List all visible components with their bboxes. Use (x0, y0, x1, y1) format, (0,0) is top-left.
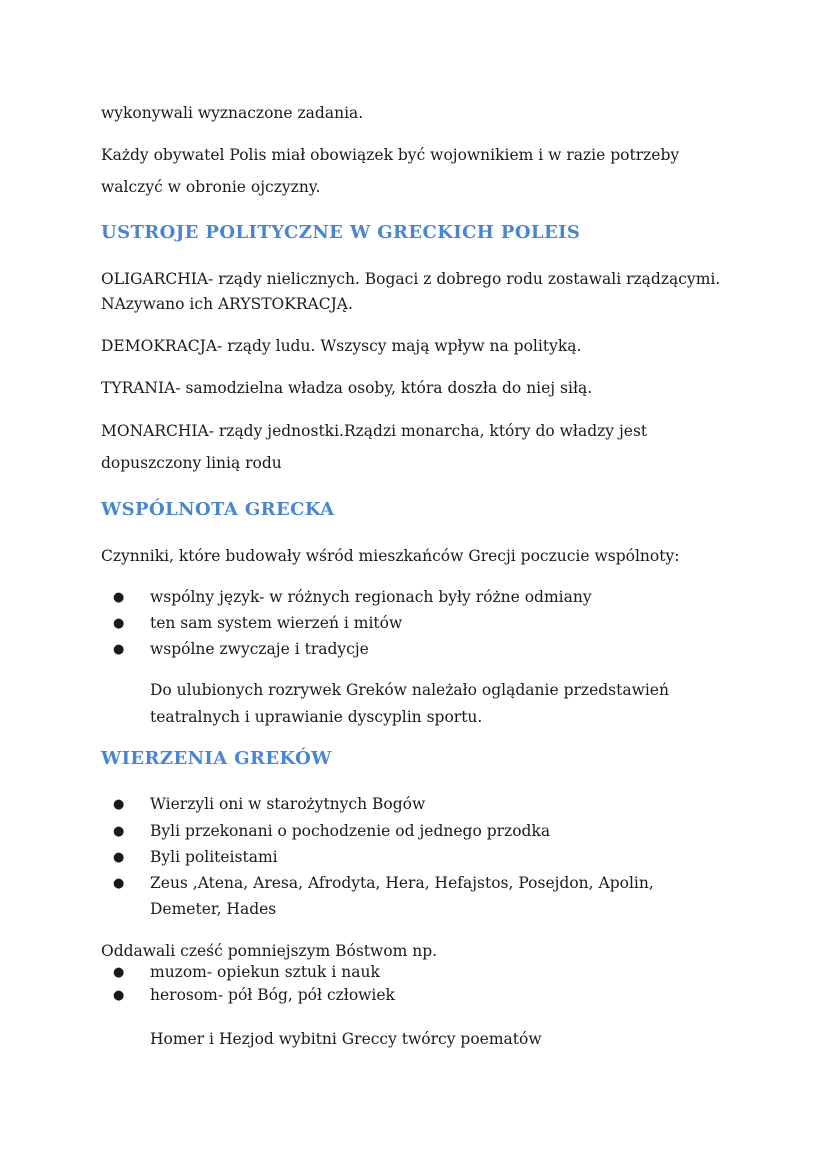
paragraph-wspolnota-intro: Czynniki, które budowały wśród mieszkańców Grecji poczucie wspólnoty: (101, 547, 680, 565)
list-item-text: wspólny język- w różnych regionach były różne odmiany (150, 588, 592, 606)
bullet-icon: ● (113, 590, 125, 605)
list-item-text: Zeus ,Atena, Aresa, Afrodyta, Hera, Hefajstos, Posejdon, Apolin, (150, 874, 654, 892)
closing-note: Homer i Hezjod wybitni Greccy twórcy poematów (150, 1030, 542, 1048)
list-item-text: muzom- opiekun sztuk i nauk (150, 963, 380, 981)
indented-note: Do ulubionych rozrywek Greków należało oglądanie przedstawień (150, 681, 669, 699)
bullet-icon: ● (113, 850, 125, 865)
paragraph-oligarchia-cont: NAzywano ich ARYSTOKRACJĄ. (101, 295, 353, 313)
list-item-text: wspólne zwyczaje i tradycje (150, 640, 369, 658)
section-heading-wspolnota: WSPÓLNOTA GRECKA (101, 499, 335, 520)
bullet-icon: ● (113, 642, 125, 657)
paragraph-line: Każdy obywatel Polis miał obowiązek być wojownikiem i w razie potrzeby (101, 146, 680, 164)
paragraph-line: walczyć w obronie ojczyzny. (101, 178, 321, 196)
bullet-icon: ● (113, 876, 125, 891)
paragraph-demokracja: DEMOKRACJA- rządy ludu. Wszyscy mają wpływ na polityką. (101, 337, 582, 355)
list-item-text: Wierzyli oni w starożytnych Bogów (150, 795, 426, 813)
list-item-text-cont: Demeter, Hades (150, 900, 277, 918)
bullet-icon: ● (113, 824, 125, 839)
list-item-text: Byli przekonani o pochodzenie od jednego przodka (150, 822, 551, 840)
section-heading-wierzenia: WIERZENIA GREKÓW (101, 748, 332, 769)
bullet-icon: ● (113, 965, 125, 980)
paragraph-minor-gods-intro: Oddawali cześć pomniejszym Bóstwom np. (101, 942, 438, 960)
list-item-text: Byli politeistami (150, 848, 278, 866)
paragraph-monarchia: MONARCHIA- rządy jednostki.Rządzi monarcha, który do władzy jest (101, 422, 648, 440)
list-item-text: herosom- pół Bóg, pół człowiek (150, 986, 395, 1004)
indented-note-cont: teatralnych i uprawianie dyscyplin sportu. (150, 708, 483, 726)
paragraph-oligarchia: OLIGARCHIA- rządy nielicznych. Bogaci z dobrego rodu zostawali rządzącymi. (101, 270, 721, 288)
bullet-icon: ● (113, 797, 125, 812)
bullet-icon: ● (113, 616, 125, 631)
list-item-text: ten sam system wierzeń i mitów (150, 614, 403, 632)
paragraph-monarchia-cont: dopuszczony linią rodu (101, 454, 282, 472)
paragraph-tyrania: TYRANIA- samodzielna władza osoby, która doszła do niej siłą. (101, 379, 593, 397)
paragraph-line: wykonywali wyznaczone zadania. (101, 104, 364, 122)
section-heading-ustroje: USTROJE POLITYCZNE W GRECKICH POLEIS (101, 222, 581, 243)
bullet-icon: ● (113, 988, 125, 1003)
